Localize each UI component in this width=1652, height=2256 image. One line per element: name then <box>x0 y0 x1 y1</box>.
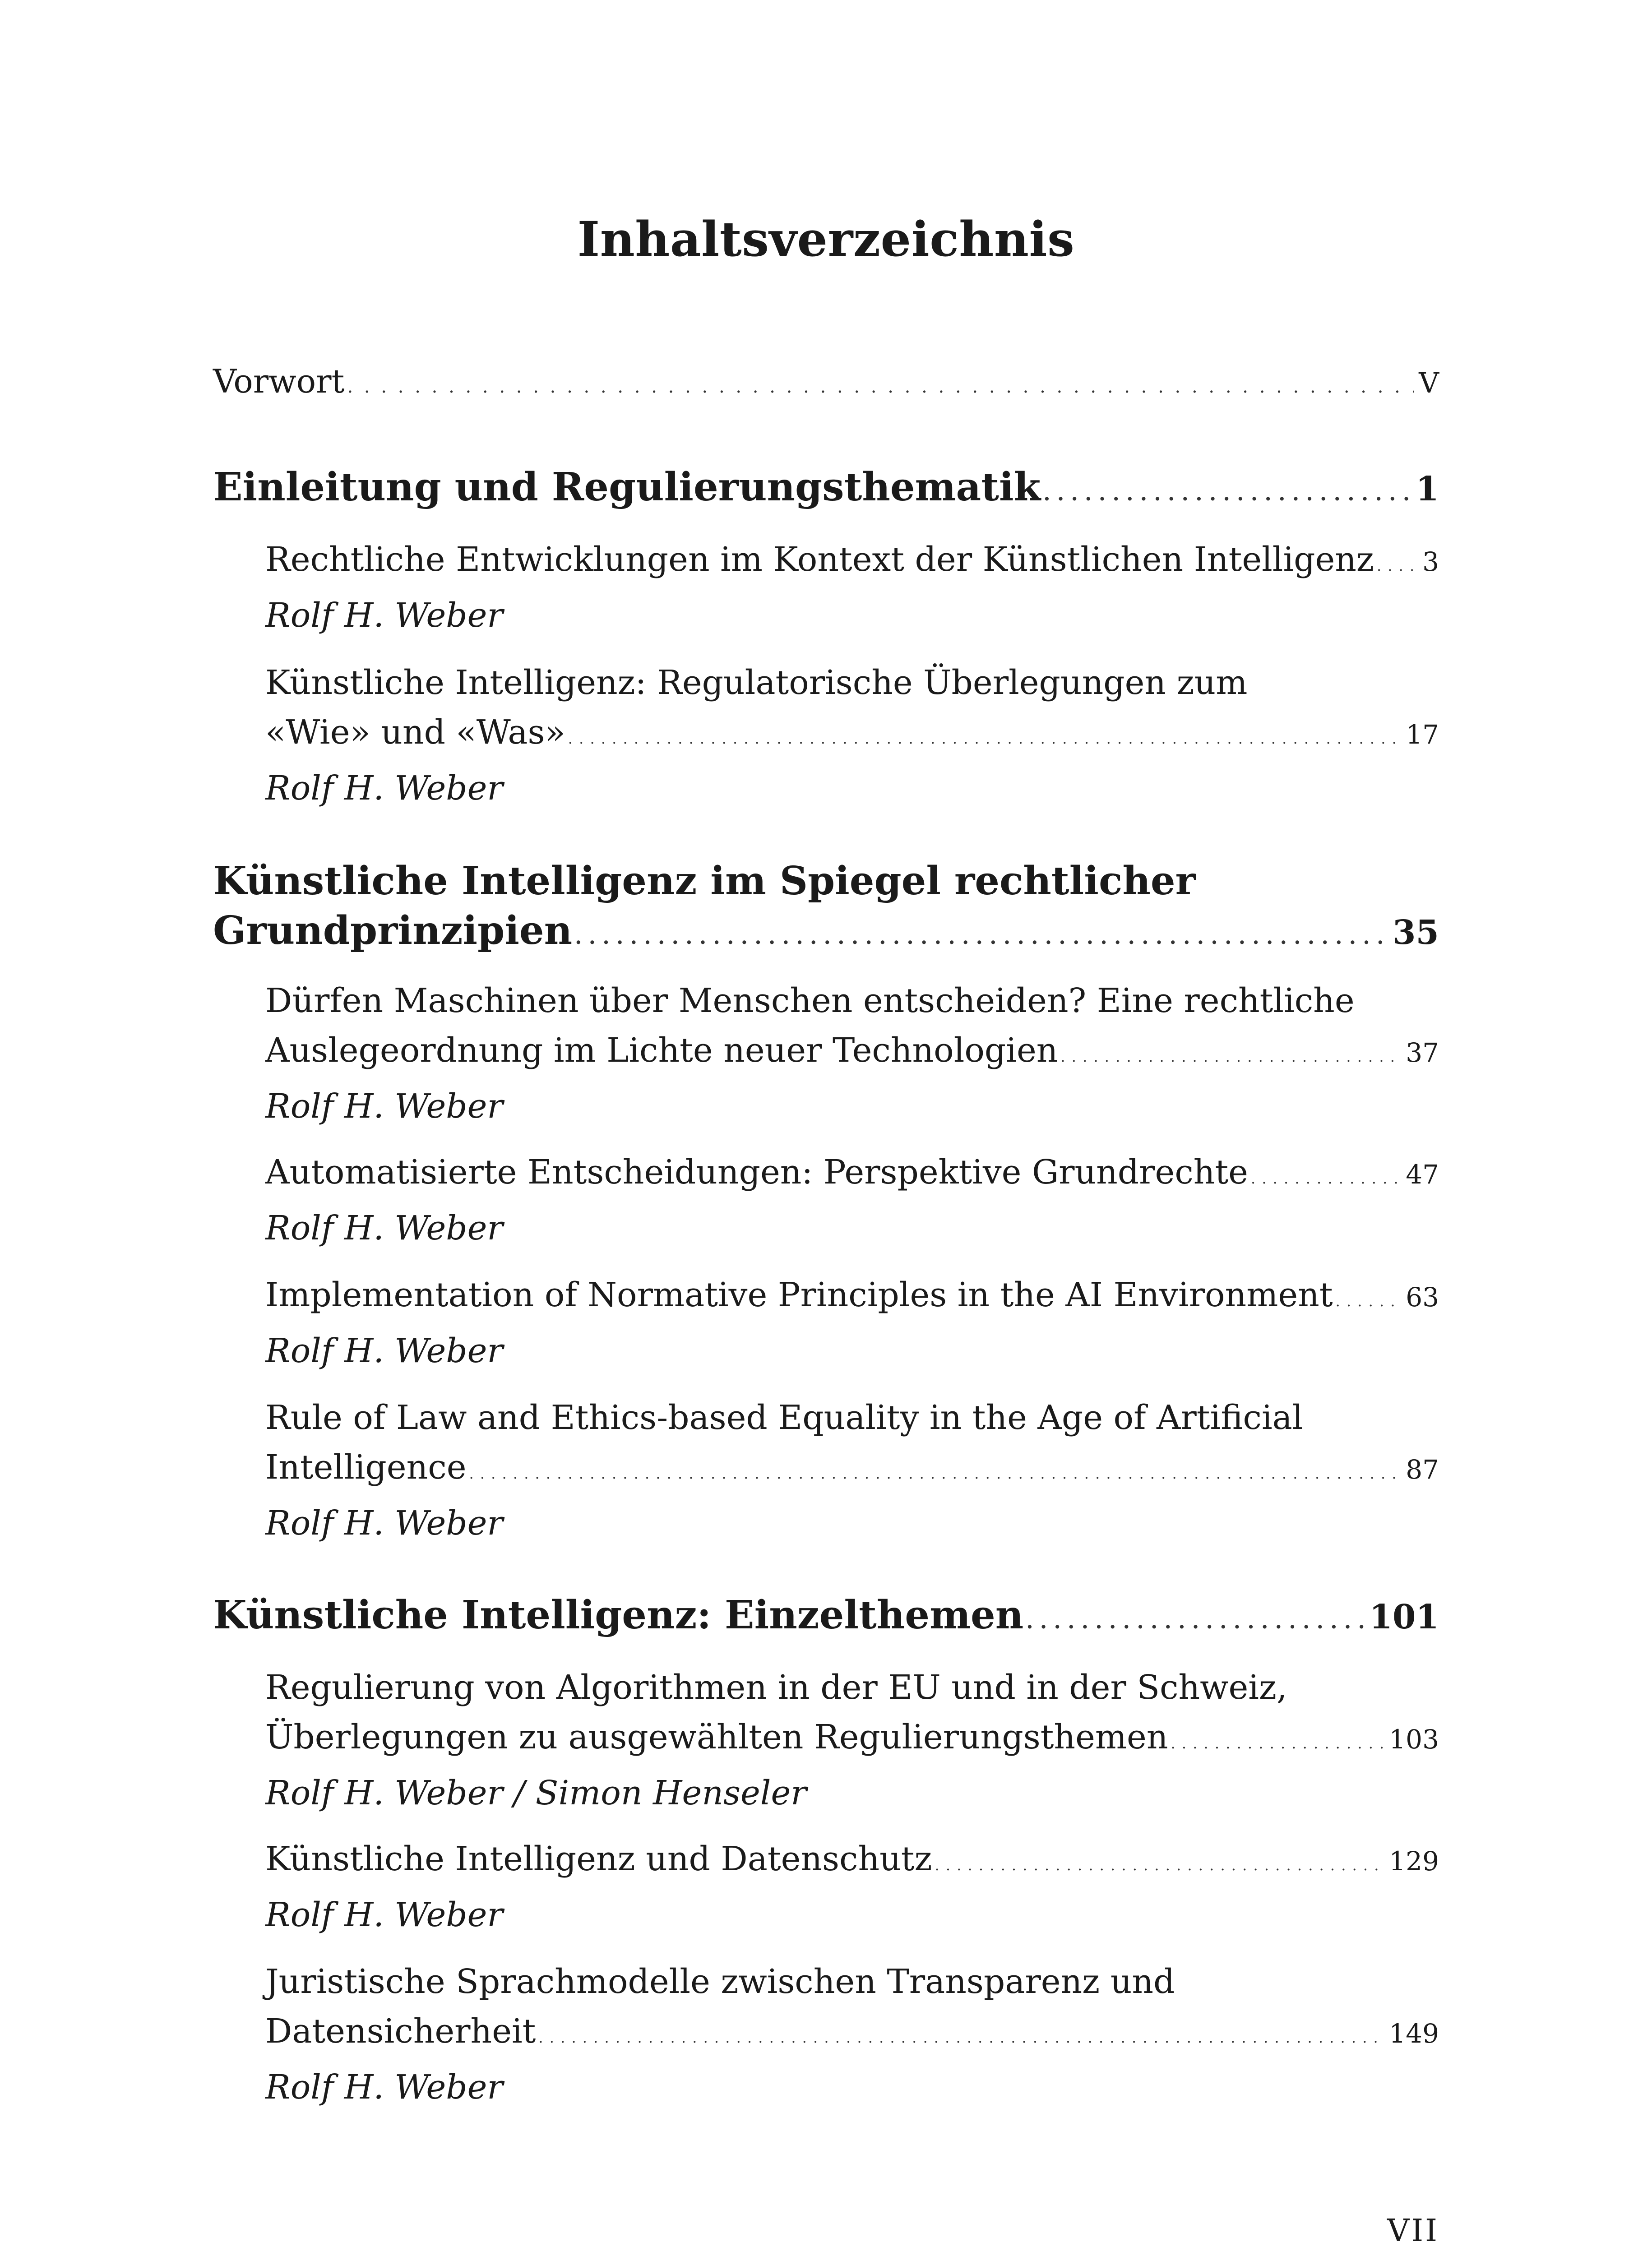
toc-entry-title-line2: Auslegeordnung im Lichte neuer Technologien <box>265 1031 1058 1070</box>
toc-entry-author: Rolf H. Weber <box>265 1331 503 1370</box>
toc-entry-author: Rolf H. Weber / Simon Henseler <box>265 1774 807 1812</box>
toc-entry-title-line1: Dürfen Maschinen über Menschen entscheiden? Eine rechtliche <box>265 981 1355 1020</box>
toc-page-number: 149 <box>1389 2018 1439 2049</box>
toc-page-number: 129 <box>1389 1846 1439 1877</box>
toc-entry-author: Rolf H. Weber <box>265 1209 503 1248</box>
toc-page-number: 63 <box>1406 1282 1439 1313</box>
toc-entry-title: Rechtliche Entwicklungen im Kontext der Künstlichen Intelligenz <box>265 540 1374 579</box>
toc-entry[interactable] <box>265 1663 1439 1818</box>
toc-page-number: 47 <box>1406 1159 1439 1190</box>
toc-entry[interactable] <box>265 658 1439 813</box>
toc-entry[interactable] <box>265 1270 1439 1376</box>
dot-leader <box>568 714 1401 763</box>
dot-leader <box>1336 1276 1402 1326</box>
section-page-number: 35 <box>1393 913 1439 952</box>
toc-section-grundprinzipien[interactable] <box>213 856 1439 962</box>
toc-entry-author: Rolf H. Weber <box>265 596 503 635</box>
dot-leader <box>1026 1597 1365 1647</box>
toc-entry-vorwort[interactable] <box>213 356 1439 411</box>
toc-entry-title-line2: Datensicherheit <box>265 2012 536 2051</box>
toc-entry-title: Künstliche Intelligenz und Datenschutz <box>265 1840 932 1878</box>
section-page-number: 1 <box>1416 470 1439 509</box>
toc-page-number: 87 <box>1406 1454 1439 1485</box>
page-title: Inhaltsverzeichnis <box>577 211 1075 267</box>
dot-leader <box>347 362 1414 411</box>
toc-entry[interactable] <box>265 1393 1439 1548</box>
section-title: Einleitung und Regulierungsthematik <box>213 464 1041 510</box>
page-folio: VII <box>1387 2213 1439 2249</box>
toc-entry-author: Rolf H. Weber <box>265 1895 503 1934</box>
dot-leader <box>575 913 1388 962</box>
toc-entry-title-line1: Rule of Law and Ethics-based Equality in the Age of Artificial <box>265 1398 1303 1437</box>
toc-entry-author: Rolf H. Weber <box>265 769 503 808</box>
toc-entry-title-line2: «Wie» und «Was» <box>265 713 565 752</box>
toc-entry[interactable] <box>265 1834 1439 1940</box>
toc-entry-title-line2: Intelligence <box>265 1448 467 1487</box>
toc-entry-title-line1: Regulierung von Algorithmen in der EU und in der Schweiz, <box>265 1668 1287 1707</box>
toc-entry-author: Rolf H. Weber <box>265 1504 503 1543</box>
section-title-line2: Grundprinzipien <box>213 908 573 953</box>
toc-entry[interactable] <box>265 1147 1439 1253</box>
dot-leader <box>538 2013 1384 2062</box>
toc-entry[interactable] <box>265 1957 1439 2112</box>
toc-entry[interactable] <box>265 976 1439 1131</box>
toc-entry-title: Vorwort <box>213 362 345 400</box>
dot-leader <box>1377 541 1418 591</box>
section-title-line1: Künstliche Intelligenz im Spiegel rechtlicher <box>213 858 1196 904</box>
toc-page-number: 103 <box>1389 1724 1439 1755</box>
section-page-number: 101 <box>1369 1598 1439 1637</box>
dot-leader <box>935 1840 1385 1890</box>
dot-leader <box>469 1449 1401 1498</box>
dot-leader <box>1171 1719 1385 1768</box>
toc-entry-title: Implementation of Normative Principles in the AI Environment <box>265 1276 1333 1314</box>
toc-section-einleitung[interactable] <box>213 462 1439 519</box>
toc-entry-title-line1: Juristische Sprachmodelle zwischen Transparenz und <box>265 1962 1175 2001</box>
dot-leader <box>1060 1032 1401 1082</box>
toc-page-number: 17 <box>1406 719 1439 750</box>
toc-entry-author: Rolf H. Weber <box>265 1087 503 1126</box>
toc-entry-title-line2: Überlegungen zu ausgewählten Regulierungsthemen <box>265 1718 1168 1757</box>
toc-entry-title-line1: Künstliche Intelligenz: Regulatorische Überlegungen zum <box>265 663 1248 702</box>
toc-section-einzelthemen[interactable] <box>213 1590 1439 1647</box>
toc-entry-title: Automatisierte Entscheidungen: Perspektive Grundrechte <box>265 1153 1248 1192</box>
dot-leader <box>1043 469 1411 519</box>
toc-page-number: 3 <box>1422 546 1439 577</box>
toc-page-number: V <box>1419 366 1439 399</box>
dot-leader <box>1251 1154 1401 1203</box>
toc-page-number: 37 <box>1406 1037 1439 1068</box>
section-title: Künstliche Intelligenz: Einzelthemen <box>213 1592 1024 1638</box>
toc-entry-author: Rolf H. Weber <box>265 2068 503 2107</box>
toc-entry[interactable] <box>265 535 1439 640</box>
